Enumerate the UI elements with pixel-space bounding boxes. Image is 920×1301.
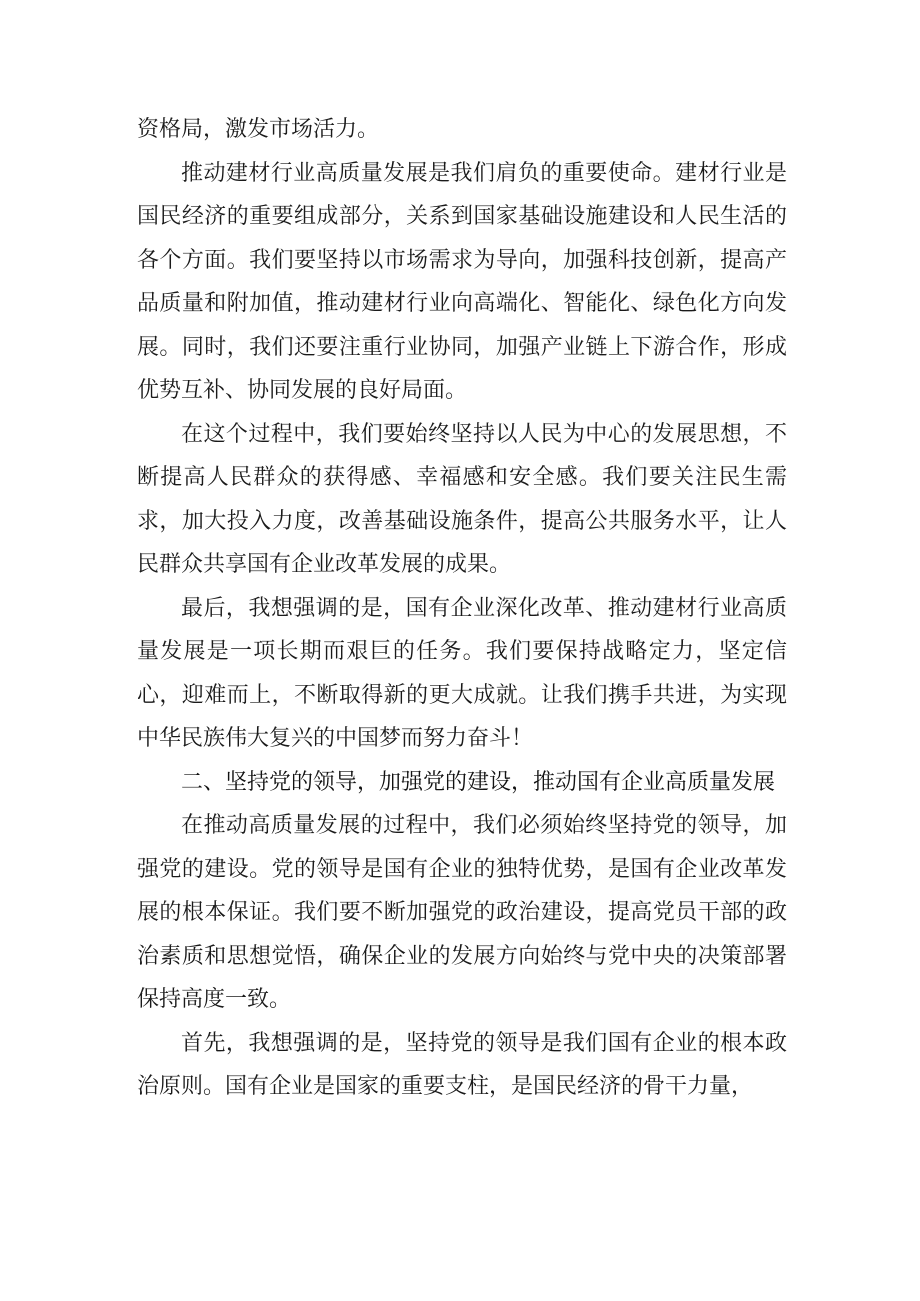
document-body: [137, 108, 787, 1109]
paragraph-conclusion: 最后，我想强调的是，国有企业深化改革、推动建材行业高质量发展是一项长期而艰巨的任务。我们要保持战略定力，坚定信心，迎难而上，不断取得新的更大成就。让我们携手共进，为实现中华民族伟大复兴的中国梦而努力奋斗！: [137, 595, 787, 751]
paragraph-people-centered: 在这个过程中，我们要始终坚持以人民为中心的发展思想，不断提高人民群众的获得感、幸福感和安全感。我们要关注民生需求，加大投入力度，改善基础设施条件，提高公共服务水平，让人民群众共享国有企业改革发展的成果。: [137, 421, 787, 577]
paragraph-party-leadership: 在推动高质量发展的过程中，我们必须始终坚持党的领导，加强党的建设。党的领导是国有企业的独特优势，是国有企业改革发展的根本保证。我们要不断加强党的政治建设，提高党员干部的政治素质和思想觉悟，确保企业的发展方向始终与党中央的决策部署保持高度一致。: [137, 813, 787, 1012]
paragraph-continuation: 资格局，激发市场活力。: [137, 117, 380, 142]
paragraph-political-principle: 首先，我想强调的是，坚持党的领导是我们国有企业的根本政治原则。国有企业是国家的重要支柱，是国民经济的骨干力量，: [137, 1030, 787, 1099]
section-heading: 二、坚持党的领导，加强党的建设，推动国有企业高质量发展: [181, 769, 776, 795]
paragraph-building-materials: 推动建材行业高质量发展是我们肩负的重要使命。建材行业是国民经济的重要组成部分，关系到国家基础设施建设和人民生活的各个方面。我们要坚持以市场需求为导向，加强科技创新，提高产品质量和附加值，推动建材行业向高端化、智能化、绿色化方向发展。同时，我们还要注重行业协同，加强产业链上下游合作，形成优势互补、协同发展的良好局面。: [137, 160, 787, 403]
